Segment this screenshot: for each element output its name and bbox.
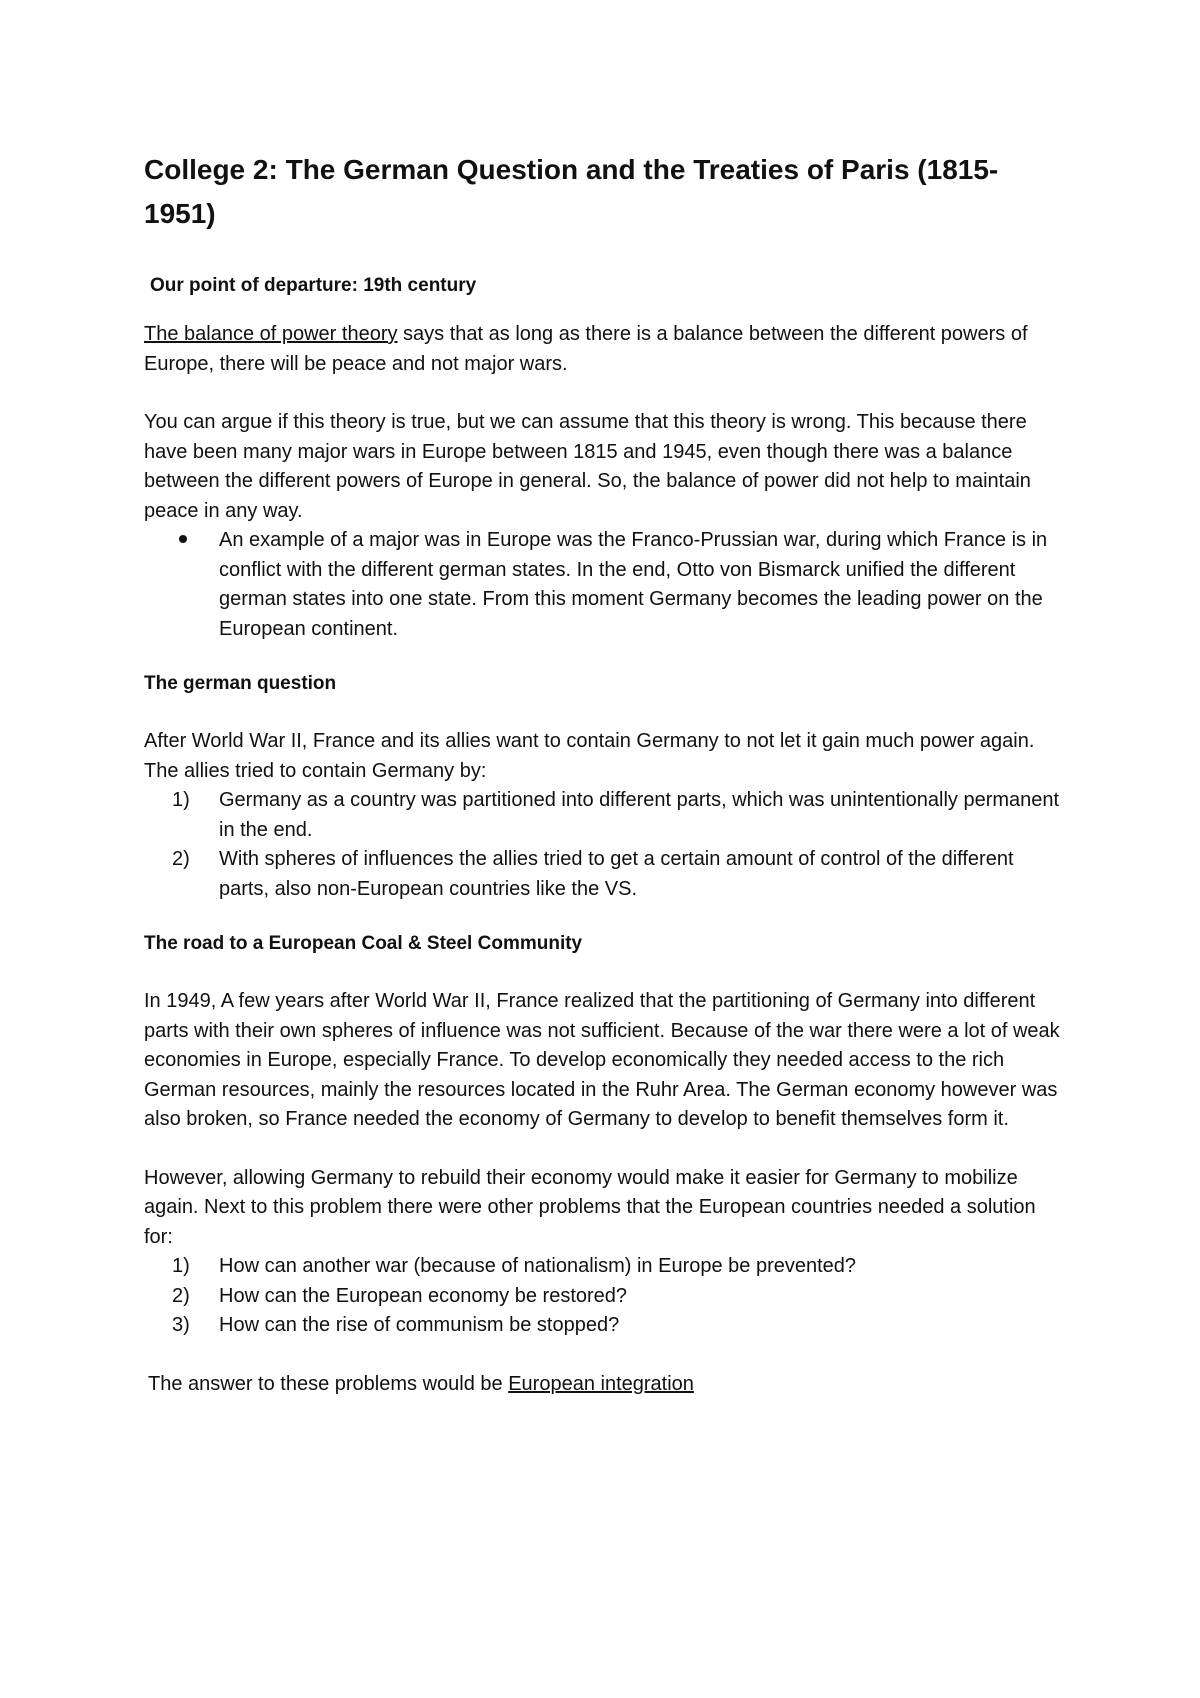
list-item-text: How can the rise of communism be stopped? xyxy=(219,1314,620,1336)
bullet-icon xyxy=(179,535,187,543)
list-marker: 3) xyxy=(172,1314,190,1336)
numbered-list-problems xyxy=(144,1252,1064,1341)
list-marker: 1) xyxy=(172,789,190,811)
paragraph-contain-germany: After World War II, France and its allies want to contain Germany to not let it gain much power again. The allies tried to contain Germany by: xyxy=(144,730,1035,782)
closing-text: The answer to these problems would be xyxy=(148,1372,509,1395)
list-item-text: How can another war (because of nationalism) in Europe be prevented? xyxy=(219,1255,857,1277)
bullet-list xyxy=(144,526,1064,644)
list-item xyxy=(144,1311,1064,1341)
term-balance-of-power: The balance of power theory xyxy=(144,323,398,345)
section-heading-ecsc: The road to a European Coal & Steel Community xyxy=(144,933,583,954)
list-marker: 1) xyxy=(172,1255,190,1277)
list-item xyxy=(144,786,1064,845)
bullet-text: An example of a major was in Europe was the Franco-Prussian war, during which France is in conflict with the different german states. In the end, Otto von Bismarck unified the different german states into one state. From this moment Germany becomes the leading power on the European continent. xyxy=(219,529,1048,640)
list-item xyxy=(144,845,1064,904)
paragraph-rebuild-economy: However, allowing Germany to rebuild their economy would make it easier for Germany to mobilize again. Next to this problem there were other problems that the European countries needed a solution for: xyxy=(144,1166,1036,1248)
list-marker: 2) xyxy=(172,1284,190,1307)
paragraph-balance-theory-rest: says that as long as there is a balance between the different powers of Europe, there will be peace and not major wars. xyxy=(144,323,1028,375)
list-item-text: With spheres of influences the allies tried to get a certain amount of control of the different parts, also non-European countries like the VS. xyxy=(219,848,1014,900)
list-item xyxy=(144,526,1064,644)
paragraph-france-1949: In 1949, A few years after World War II, France realized that the partitioning of Germany into different parts with their own spheres of influence was not sufficient. Because of the war there were a lot of weak economies in Europe, especially France. To develop economically they needed access to the rich German resources, mainly the resources located in the Ruhr Area. The German economy however was also broken, so France needed the economy of Germany to develop to benefit themselves form it. xyxy=(144,990,1060,1130)
section-heading-german-question: The german question xyxy=(144,673,337,694)
numbered-list-containment xyxy=(144,786,1064,904)
term-european-integration: European integration xyxy=(508,1372,694,1395)
paragraph-theory-argument: You can argue if this theory is true, but we can assume that this theory is wrong. This because there have been many major wars in Europe between 1815 and 1945, even though there was a balance between the different powers of Europe in general. So, the balance of power did not help to maintain peace in any way. xyxy=(144,411,1031,522)
list-item-text: How can the European economy be restored? xyxy=(219,1284,628,1307)
paragraph-closing xyxy=(144,1370,1064,1400)
list-item-text: Germany as a country was partitioned into different parts, which was unintentionally permanent in the end. xyxy=(219,789,1060,841)
list-marker: 2) xyxy=(172,848,190,870)
section-heading-departure: Our point of departure: 19th century xyxy=(150,275,477,296)
document-page xyxy=(144,148,1064,1399)
list-item xyxy=(144,1252,1064,1282)
paragraph-balance-theory xyxy=(144,320,1064,379)
list-item xyxy=(144,1282,1064,1312)
document-title: College 2: The German Question and the Treaties of Paris (1815-1951) xyxy=(144,154,999,229)
